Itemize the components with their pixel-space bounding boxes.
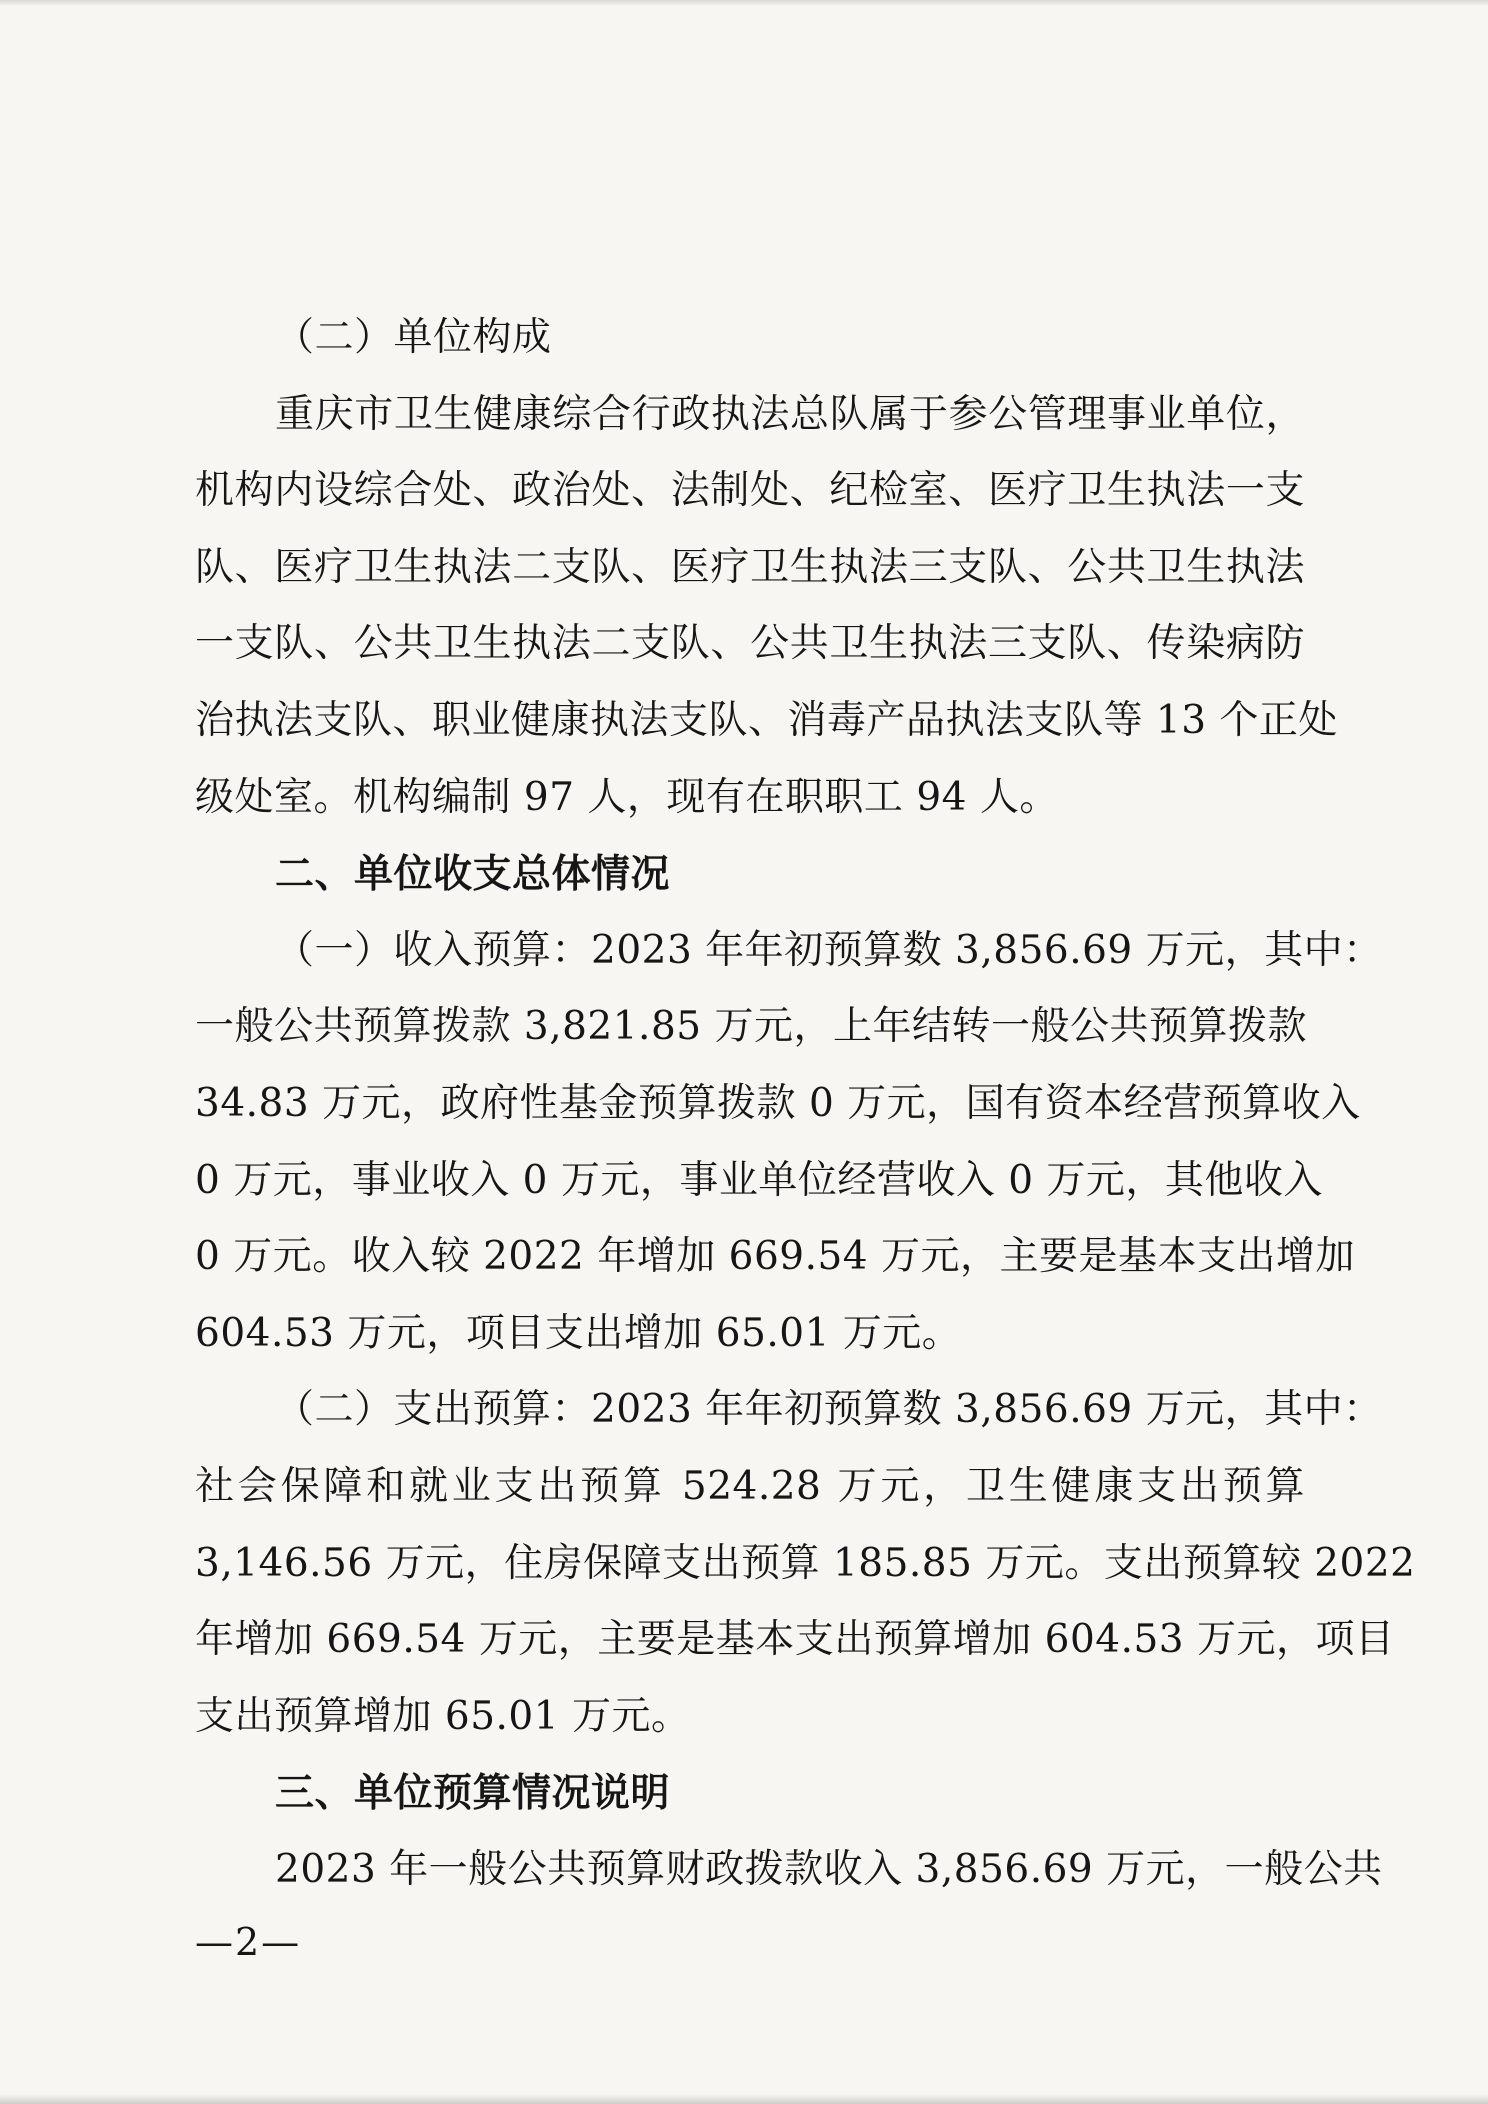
income-line-4: 0 万元，事业收入 0 万元，事业单位经营收入 0 万元，其他收入 bbox=[195, 1157, 1323, 1203]
expenditure-line-3: 3,146.56 万元，住房保障支出预算 185.85 万元。支出预算较 2022 bbox=[195, 1540, 1416, 1586]
page-number: —2— bbox=[195, 1920, 302, 1964]
expenditure-line-2: 社会保障和就业支出预算 524.28 万元，卫生健康支出预算 bbox=[195, 1463, 1305, 1509]
composition-line-2: 机构内设综合处、政治处、法制处、纪检室、医疗卫生执法一支 bbox=[195, 468, 1305, 514]
composition-line-4: 一支队、公共卫生执法二支队、公共卫生执法三支队、传染病防 bbox=[195, 621, 1305, 667]
budget-line-1: 2023 年一般公共预算财政拨款收入 3,856.69 万元，一般公共 bbox=[275, 1846, 1383, 1892]
income-line-6: 604.53 万元，项目支出增加 65.01 万元。 bbox=[195, 1310, 962, 1356]
expenditure-line-1: （二）支出预算：2023 年年初预算数 3,856.69 万元，其中： bbox=[275, 1387, 1383, 1433]
expenditure-line-4: 年增加 669.54 万元，主要是基本支出预算增加 604.53 万元，项目 bbox=[195, 1617, 1395, 1663]
unit-composition-heading: （二）单位构成 bbox=[275, 315, 552, 360]
composition-line-1: 重庆市卫生健康综合行政执法总队属于参公管理事业单位， bbox=[275, 391, 1305, 437]
document-body bbox=[195, 300, 1416, 1908]
composition-line-6: 级处室。机构编制 97 人，现有在职职工 94 人。 bbox=[195, 774, 1059, 820]
expenditure-line-5: 支出预算增加 65.01 万元。 bbox=[195, 1693, 691, 1739]
income-line-2: 一般公共预算拨款 3,821.85 万元，上年结转一般公共预算拨款 bbox=[195, 1004, 1307, 1050]
composition-line-5: 治执法支队、职业健康执法支队、消毒产品执法支队等 13 个正处 bbox=[195, 697, 1338, 743]
income-line-3: 34.83 万元，政府性基金预算拨款 0 万元，国有资本经营预算收入 bbox=[195, 1080, 1361, 1126]
scan-edge-bottom bbox=[0, 2094, 1488, 2104]
overall-section-heading: 二、单位收支总体情况 bbox=[275, 851, 671, 898]
income-line-5: 0 万元。收入较 2022 年增加 669.54 万元，主要是基本支出增加 bbox=[195, 1234, 1356, 1280]
budget-section-heading: 三、单位预算情况说明 bbox=[275, 1770, 671, 1817]
income-line-1: （一）收入预算：2023 年年初预算数 3,856.69 万元，其中： bbox=[275, 927, 1383, 973]
composition-line-3: 队、医疗卫生执法二支队、医疗卫生执法三支队、公共卫生执法 bbox=[195, 544, 1305, 590]
scan-edge-top bbox=[0, 0, 1488, 6]
